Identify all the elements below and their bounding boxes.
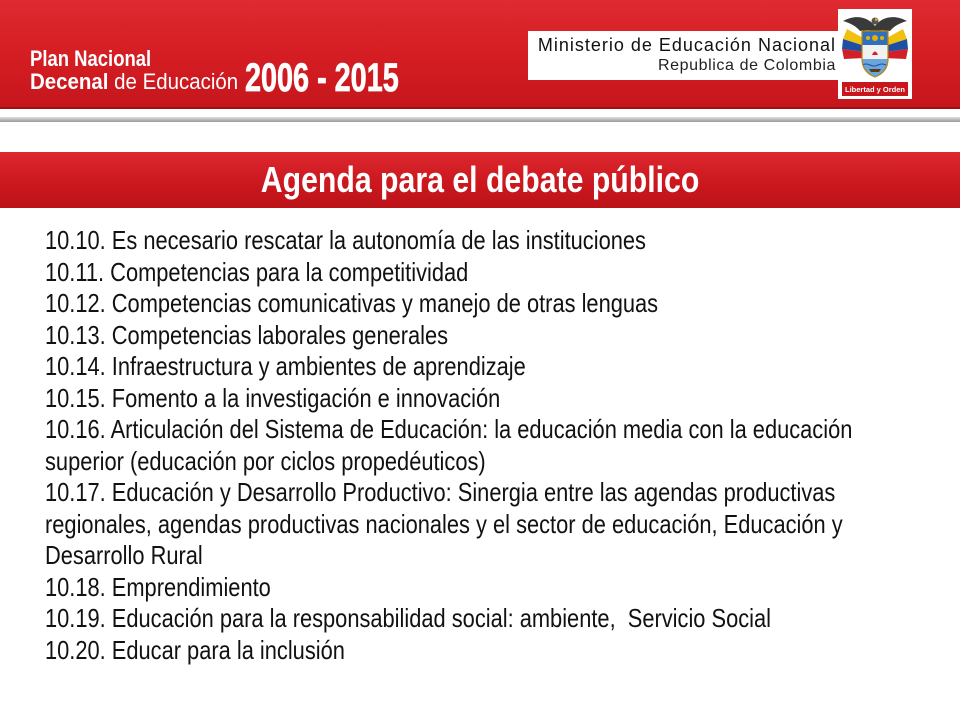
agenda-item-10-11 — [45, 257, 860, 289]
header-divider-line — [0, 117, 960, 122]
agenda-item-text: 10.10. Es necesario rescatar la autonomía de las instituciones — [45, 225, 646, 255]
agenda-item-text: 10.20. Educar para la inclusión — [45, 634, 345, 665]
title-bar — [0, 152, 960, 208]
crest-shield — [862, 31, 888, 79]
ministry-name: Ministerio de Educación Nacional — [537, 35, 836, 55]
agenda-item-10-10 — [45, 225, 860, 257]
crest-graphic — [838, 9, 912, 99]
agenda-item-text: 10.17. Educación y Desarrollo Productivo: Sinergia entre las agendas productivas — [45, 477, 836, 507]
agenda-item-10-12 — [45, 288, 860, 320]
agenda-item-text: 10.12. Competencias comunicativas y manejo de otras lenguas — [45, 288, 659, 318]
agenda-item-10-15 — [45, 383, 860, 415]
agenda-item-text: 10.13. Competencias laborales generales — [45, 319, 449, 350]
agenda-item-10-14 — [45, 351, 860, 383]
logo-line-plan-nacional: Plan Nacional — [30, 46, 152, 71]
agenda-item-text: 10.15. Fomento a la investigación e innovación — [45, 382, 501, 413]
agenda-item-text: 10.11. Competencias para la competitividad — [45, 256, 469, 287]
agenda-item-text: regionales, agendas productivas nacionales y el sector de educación, Educación y — [45, 508, 843, 539]
logo-word-decenal: Decenal — [30, 69, 109, 94]
agenda-item-text: 10.14. Infraestructura y ambientes de aprendizaje — [45, 351, 526, 381]
plan-decenal-logo — [0, 0, 430, 107]
agenda-list — [45, 225, 860, 666]
header-banner — [0, 0, 960, 109]
agenda-item-10-19 — [45, 603, 860, 635]
logo-words-de-educacion: de Educación — [108, 69, 239, 94]
agenda-item-10-18 — [45, 572, 860, 604]
agenda-item-text: Desarrollo Rural — [45, 540, 203, 570]
agenda-item-10-20 — [45, 635, 860, 667]
logo-line-decenal-de-educacion — [30, 71, 238, 93]
ministry-country: Republica de Colombia — [657, 57, 836, 74]
agenda-item-text: 10.16. Articulación del Sistema de Educación: la educación media con la educación — [45, 414, 853, 444]
ministry-label-box — [528, 31, 838, 80]
agenda-item-text: superior (educación por ciclos propedéuticos) — [45, 445, 486, 476]
crest-motto: Libertad y Orden — [844, 85, 906, 94]
colombia-coat-of-arms-icon — [838, 9, 912, 99]
agenda-item-10-13 — [45, 320, 860, 352]
logo-years: 2006 - 2015 — [245, 56, 399, 100]
slide-title: Agenda para el debate público — [260, 159, 700, 200]
agenda-item-text: 10.18. Emprendimiento — [45, 571, 271, 602]
agenda-item-text: 10.19. Educación para la responsabilidad social: ambiente, Servicio Social — [45, 603, 772, 633]
agenda-item-10-17 — [45, 477, 860, 572]
agenda-item-10-16 — [45, 414, 860, 477]
crest-condor — [843, 17, 907, 31]
